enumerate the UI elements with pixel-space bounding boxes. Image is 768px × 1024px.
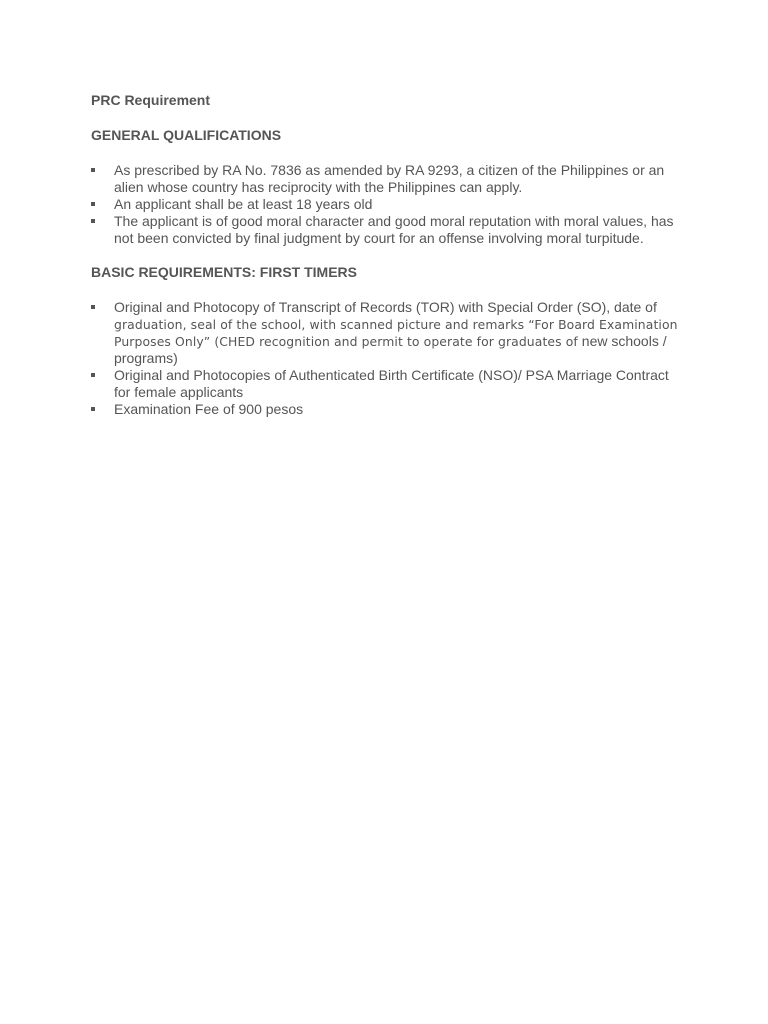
list-item bbox=[91, 196, 681, 213]
list-item-text: An applicant shall be at least 18 years old bbox=[114, 196, 373, 212]
bullet-icon bbox=[91, 202, 95, 206]
page-title: PRC Requirement bbox=[91, 92, 211, 108]
bullet-icon bbox=[91, 219, 95, 223]
basic-requirements-heading: BASIC REQUIREMENTS: FIRST TIMERS bbox=[91, 264, 358, 280]
bullet-icon bbox=[91, 305, 95, 309]
general-qualifications-list bbox=[91, 162, 681, 247]
list-item bbox=[91, 367, 681, 401]
list-item bbox=[91, 299, 681, 367]
list-item bbox=[91, 162, 681, 196]
bullet-icon bbox=[91, 407, 95, 411]
bullet-icon bbox=[91, 373, 95, 377]
list-item-text: Original and Photocopies of Authenticated Birth Certificate (NSO)/ PSA Marriage Contract for female applicants bbox=[114, 367, 669, 400]
list-item-text: The applicant is of good moral character and good moral reputation with moral values, has not been convicted by final judgment by court for an offense involving moral turpitude. bbox=[114, 213, 674, 246]
general-qualifications-heading: GENERAL QUALIFICATIONS bbox=[91, 127, 282, 143]
list-item-text: As prescribed by RA No. 7836 as amended by RA 9293, a citizen of the Philippines or an alien whose country has reciprocity with the Philippines can apply. bbox=[114, 162, 665, 195]
list-item-text: Original and Photocopy of Transcript of Records (TOR) with Special Order (SO), date of bbox=[114, 299, 657, 315]
list-item-text: Examination Fee of 900 pesos bbox=[114, 401, 304, 417]
bullet-icon bbox=[91, 168, 95, 172]
basic-requirements-list bbox=[91, 299, 681, 418]
list-item-last-line-text: new schools / programs) bbox=[114, 333, 667, 366]
list-item bbox=[91, 213, 681, 247]
list-item bbox=[91, 401, 681, 418]
list-item-continuation-text: graduation, seal of the school, with scanned picture and remarks “For Board Examination Purposes Only” (CHED recognition and permit to operate for graduates of bbox=[114, 317, 678, 349]
